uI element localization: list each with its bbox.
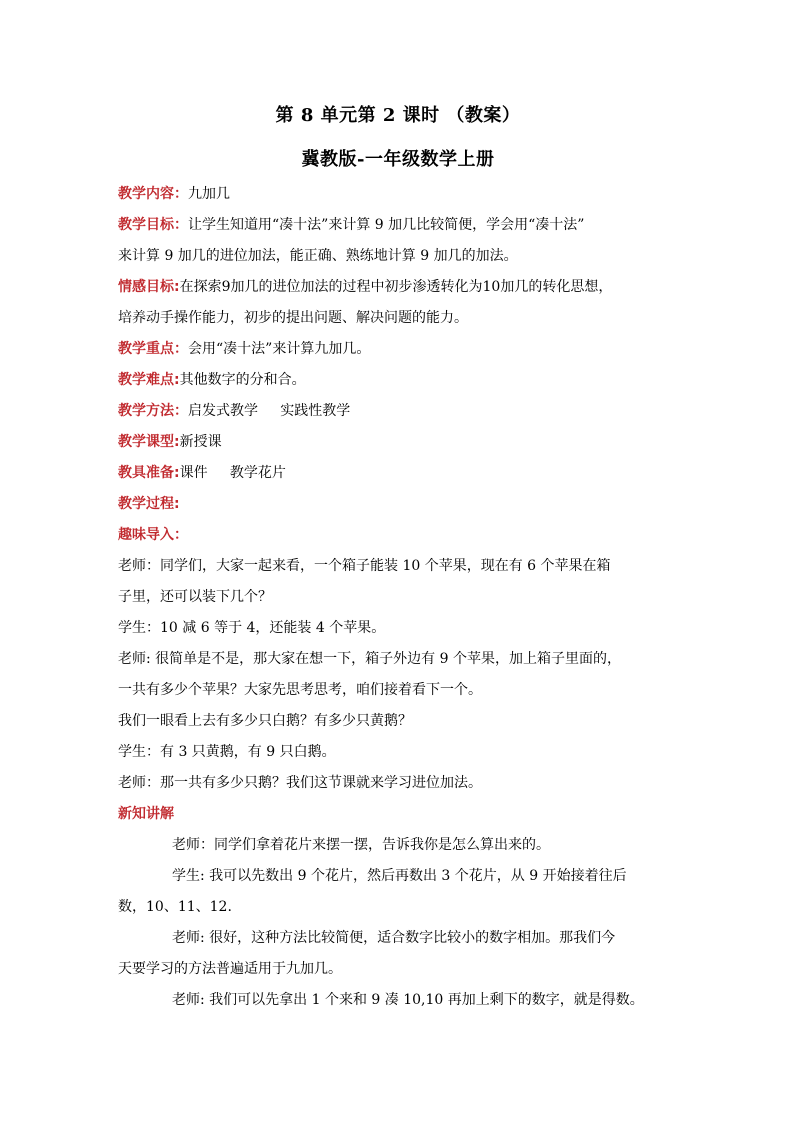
tools-text: 课件 教学花片 <box>179 465 286 481</box>
intro-row <box>118 520 684 551</box>
process-label: 教学过程: <box>118 496 180 512</box>
difficulty-text: 其他数字的分和合。 <box>179 372 306 388</box>
intro-line: 老师: 很简单是不是，那大家在想一下，箱子外边有 9 个苹果，加上箱子里面的， <box>118 651 621 667</box>
intro-line: 我们一眼看上去有多少只白鹅？有多少只黄鹅？ <box>118 713 412 729</box>
content-row <box>118 179 684 210</box>
new-knowledge-p1: 老师：同学们拿着花片来摆一摆，告诉我你是怎么算出来的。 <box>172 837 550 853</box>
emotion-text-line1: 在探索9加几的进位加法的过程中初步渗透转化为10加几的转化思想， <box>179 279 613 295</box>
new-knowledge-p2-line1: 学生: 我可以先数出 9 个花片，然后再数出 3 个花片，从 9 开始接着往后 <box>172 868 627 884</box>
method-label: 教学方法： <box>118 403 188 419</box>
tools-row <box>118 458 684 489</box>
document-title: 第 8 单元第 2 课时 （教案） <box>275 105 521 126</box>
intro-label: 趣味导入： <box>118 527 188 543</box>
method-row <box>118 396 684 427</box>
goal-text-line2: 来计算 9 加几的进位加法，能正确、熟练地计算 9 加几的加法。 <box>118 248 518 264</box>
key-point-row <box>118 334 684 365</box>
intro-line: 老师：那一共有多少只鹅？我们这节课就来学习进位加法。 <box>118 775 482 791</box>
intro-line: 学生：10 减 6 等于 4，还能装 4 个苹果。 <box>118 620 386 636</box>
intro-line: 学生：有 3 只黄鹅，有 9 只白鹅。 <box>118 744 336 760</box>
method-text: 启发式教学 实践性教学 <box>188 403 351 419</box>
goal-text-line1: 让学生知道用“凑十法”来计算 9 加几比较简便，学会用“凑十法” <box>188 217 585 233</box>
new-knowledge-row <box>118 799 684 830</box>
tools-label: 教具准备: <box>118 465 180 481</box>
intro-line: 老师：同学们，大家一起来看，一个箱子能装 10 个苹果，现在有 6 个苹果在箱 <box>118 558 611 574</box>
intro-line: 一共有多少个苹果？大家先思考思考，咱们接着看下一个。 <box>118 682 482 698</box>
difficulty-row <box>118 365 684 396</box>
new-knowledge-p3-line1: 老师: 很好，这种方法比较简便，适合数字比较小的数字相加。那我们今 <box>172 930 616 946</box>
document-subtitle: 冀教版-一年级数学上册 <box>301 149 495 170</box>
lesson-type-row <box>118 427 684 458</box>
emotion-row <box>118 272 684 303</box>
new-knowledge-p4: 老师: 我们可以先拿出 1 个来和 9 凑 10,10 再加上剩下的数字，就是得数。 <box>172 992 644 1008</box>
lesson-type-text: 新授课 <box>179 434 222 450</box>
difficulty-label: 教学难点: <box>118 372 180 388</box>
content-text: 九加几 <box>188 186 230 202</box>
key-point-text: 会用“凑十法”来计算九加几。 <box>188 341 371 357</box>
emotion-text-line2: 培养动手操作能力，初步的提出问题、解决问题的能力。 <box>118 310 468 326</box>
lesson-type-label: 教学课型: <box>118 434 180 450</box>
goal-label: 教学目标： <box>118 217 188 233</box>
emotion-label: 情感目标: <box>118 279 180 295</box>
key-point-label: 教学重点： <box>118 341 188 357</box>
goal-row <box>118 210 684 241</box>
new-knowledge-p3-line2: 天要学习的方法普遍适用于九加几。 <box>118 961 342 977</box>
process-row <box>118 489 684 520</box>
content-label: 教学内容： <box>118 186 188 202</box>
new-knowledge-p2-line2: 数，10、11、12. <box>118 899 232 915</box>
new-knowledge-label: 新知讲解 <box>118 806 174 822</box>
intro-line: 子里，还可以装下几个？ <box>118 589 272 605</box>
